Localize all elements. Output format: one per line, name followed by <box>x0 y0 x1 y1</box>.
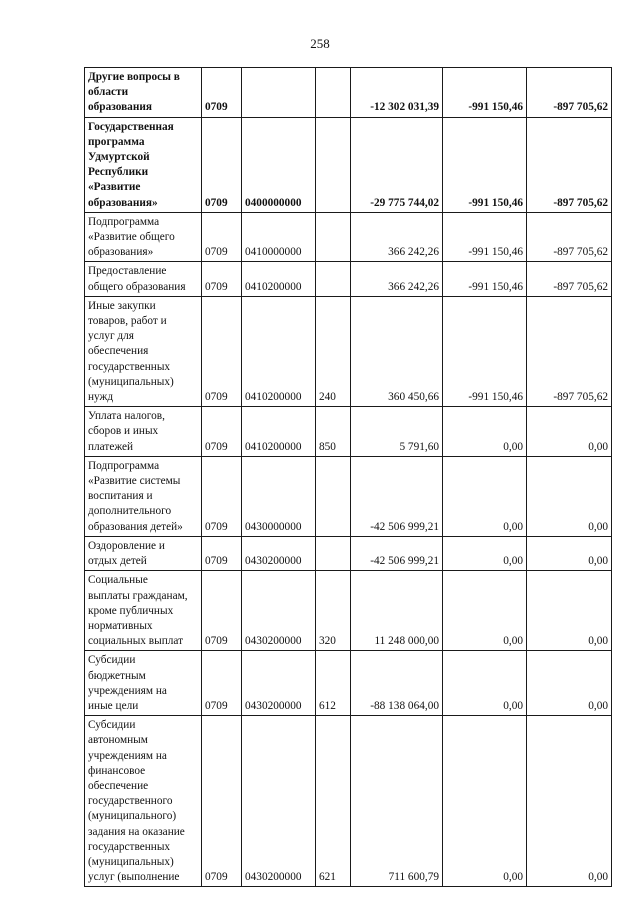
target-code-cell: 0430200000 <box>242 716 316 887</box>
item-name-line: Республики <box>88 166 149 179</box>
amount-3-cell: 0,00 <box>527 716 612 887</box>
item-name-line: программа <box>88 135 145 148</box>
section-code-cell: 0709 <box>202 296 242 406</box>
section-code-cell: 0709 <box>202 716 242 887</box>
target-code-cell: 0410200000 <box>242 262 316 296</box>
item-name-line: дополнительного <box>88 505 172 518</box>
item-name-cell <box>85 212 202 262</box>
table-row <box>85 407 612 457</box>
item-name-line: кроме публичных <box>88 604 174 617</box>
amount-2-cell: 0,00 <box>443 651 527 716</box>
table-row <box>85 571 612 651</box>
table-row <box>85 117 612 212</box>
item-name-line: Субсидии <box>88 654 136 667</box>
amount-2-cell: -991 150,46 <box>443 262 527 296</box>
table-row <box>85 296 612 406</box>
item-name-cell <box>85 456 202 536</box>
section-code-cell: 0709 <box>202 262 242 296</box>
amount-3-cell: -897 705,62 <box>527 262 612 296</box>
item-name-line: (муниципального) <box>88 810 177 823</box>
item-name-line: образования детей» <box>88 520 183 533</box>
amount-1-cell: 360 450,66 <box>351 296 443 406</box>
table-row <box>85 536 612 570</box>
item-name-line: образования» <box>88 246 154 259</box>
table-row <box>85 716 612 887</box>
table-row <box>85 651 612 716</box>
item-name-line: «Развитие общего <box>88 231 175 244</box>
item-name-line: автономным <box>88 734 148 747</box>
page-number: 258 <box>310 36 330 51</box>
target-code-cell <box>242 68 316 118</box>
amount-3-cell: -897 705,62 <box>527 212 612 262</box>
item-name-line: «Развитие системы <box>88 475 181 488</box>
expense-type-cell <box>316 536 351 570</box>
amount-1-cell: -29 775 744,02 <box>351 117 443 212</box>
amount-3-cell: 0,00 <box>527 456 612 536</box>
item-name-line: Другие вопросы в <box>88 71 180 83</box>
section-code-cell: 0709 <box>202 407 242 457</box>
expense-type-cell: 240 <box>316 296 351 406</box>
amount-2-cell: 0,00 <box>443 571 527 651</box>
amount-3-cell: -897 705,62 <box>527 117 612 212</box>
expense-type-cell: 320 <box>316 571 351 651</box>
item-name-line: учреждениям на <box>88 749 167 762</box>
item-name-line: услуг для <box>88 330 134 343</box>
item-name-line: образования» <box>88 196 158 209</box>
item-name-line: сборов и иных <box>88 425 159 438</box>
budget-table <box>84 67 612 887</box>
item-name-line: «Развитие <box>88 181 141 194</box>
item-name-line: Уплата налогов, <box>88 410 165 423</box>
item-name-line: выплаты гражданам, <box>88 589 188 602</box>
amount-2-cell: -991 150,46 <box>443 296 527 406</box>
section-code-cell: 0709 <box>202 536 242 570</box>
amount-1-cell: 11 248 000,00 <box>351 571 443 651</box>
table-row <box>85 68 612 118</box>
expense-type-cell <box>316 68 351 118</box>
item-name-line: товаров, работ и <box>88 315 167 328</box>
section-code-cell: 0709 <box>202 571 242 651</box>
amount-2-cell: 0,00 <box>443 716 527 887</box>
item-name-cell <box>85 651 202 716</box>
item-name-cell <box>85 536 202 570</box>
amount-3-cell: 0,00 <box>527 571 612 651</box>
amount-3-cell: -897 705,62 <box>527 68 612 118</box>
amount-2-cell: 0,00 <box>443 536 527 570</box>
item-name-line: платежей <box>88 440 134 453</box>
item-name-line: Социальные <box>88 574 148 587</box>
item-name-line: общего образования <box>88 280 186 293</box>
table-row <box>85 262 612 296</box>
amount-3-cell: 0,00 <box>527 536 612 570</box>
budget-table-body <box>85 68 612 887</box>
target-code-cell: 0430000000 <box>242 456 316 536</box>
expense-type-cell <box>316 456 351 536</box>
item-name-cell <box>85 296 202 406</box>
section-code-cell: 0709 <box>202 117 242 212</box>
item-name-cell <box>85 262 202 296</box>
target-code-cell: 0410000000 <box>242 212 316 262</box>
item-name-cell <box>85 716 202 887</box>
item-name-cell <box>85 117 202 212</box>
amount-2-cell: -991 150,46 <box>443 117 527 212</box>
amount-1-cell: -88 138 064,00 <box>351 651 443 716</box>
item-name-line: Подпрограмма <box>88 459 160 472</box>
item-name-line: государственных <box>88 840 171 853</box>
target-code-cell: 0400000000 <box>242 117 316 212</box>
amount-1-cell: 711 600,79 <box>351 716 443 887</box>
item-name-cell <box>85 407 202 457</box>
amount-2-cell: -991 150,46 <box>443 212 527 262</box>
item-name-line: образования <box>88 101 152 114</box>
item-name-line: Иные закупки <box>88 299 156 312</box>
expense-type-cell: 621 <box>316 716 351 887</box>
amount-1-cell: -42 506 999,21 <box>351 456 443 536</box>
item-name-line: обеспечение <box>88 779 149 792</box>
expense-type-cell <box>316 262 351 296</box>
item-name-line: Удмуртской <box>88 151 150 164</box>
expense-type-cell: 850 <box>316 407 351 457</box>
target-code-cell: 0430200000 <box>242 651 316 716</box>
section-code-cell: 0709 <box>202 651 242 716</box>
target-code-cell: 0430200000 <box>242 571 316 651</box>
amount-1-cell: 366 242,26 <box>351 212 443 262</box>
expense-type-cell <box>316 212 351 262</box>
amount-1-cell: 366 242,26 <box>351 262 443 296</box>
target-code-cell: 0410200000 <box>242 407 316 457</box>
section-code-cell: 0709 <box>202 212 242 262</box>
amount-1-cell: 5 791,60 <box>351 407 443 457</box>
item-name-line: социальных выплат <box>88 635 184 648</box>
item-name-line: Подпрограмма <box>88 215 160 228</box>
target-code-cell: 0410200000 <box>242 296 316 406</box>
section-code-cell: 0709 <box>202 68 242 118</box>
amount-2-cell: 0,00 <box>443 456 527 536</box>
amount-1-cell: -42 506 999,21 <box>351 536 443 570</box>
expense-type-cell <box>316 117 351 212</box>
item-name-line: иные цели <box>88 699 139 712</box>
item-name-line: (муниципальных) <box>88 855 174 868</box>
item-name-line: учреждениям на <box>88 684 167 697</box>
amount-2-cell: 0,00 <box>443 407 527 457</box>
item-name-line: финансовое <box>88 764 146 777</box>
item-name-line: бюджетным <box>88 669 146 682</box>
item-name-line: услуг (выполнение <box>88 871 180 884</box>
item-name-line: отдых детей <box>88 555 147 568</box>
item-name-line: Субсидии <box>88 719 136 732</box>
item-name-line: области <box>88 86 129 99</box>
target-code-cell: 0430200000 <box>242 536 316 570</box>
item-name-line: воспитания и <box>88 490 153 503</box>
item-name-cell <box>85 68 202 118</box>
table-row <box>85 456 612 536</box>
amount-2-cell: -991 150,46 <box>443 68 527 118</box>
item-name-line: нормативных <box>88 619 153 632</box>
expense-type-cell: 612 <box>316 651 351 716</box>
table-row <box>85 212 612 262</box>
item-name-line: Оздоровление и <box>88 539 165 552</box>
item-name-line: нужд <box>88 391 114 404</box>
item-name-line: обеспечения <box>88 345 149 358</box>
amount-1-cell: -12 302 031,39 <box>351 68 443 118</box>
item-name-line: Предоставление <box>88 265 167 278</box>
item-name-line: государственных <box>88 360 171 373</box>
item-name-line: (муниципальных) <box>88 375 174 388</box>
item-name-cell <box>85 571 202 651</box>
item-name-line: Государственная <box>88 120 174 133</box>
section-code-cell: 0709 <box>202 456 242 536</box>
item-name-line: задания на оказание <box>88 825 185 838</box>
item-name-line: государственного <box>88 795 173 808</box>
amount-3-cell: 0,00 <box>527 407 612 457</box>
amount-3-cell: 0,00 <box>527 651 612 716</box>
amount-3-cell: -897 705,62 <box>527 296 612 406</box>
